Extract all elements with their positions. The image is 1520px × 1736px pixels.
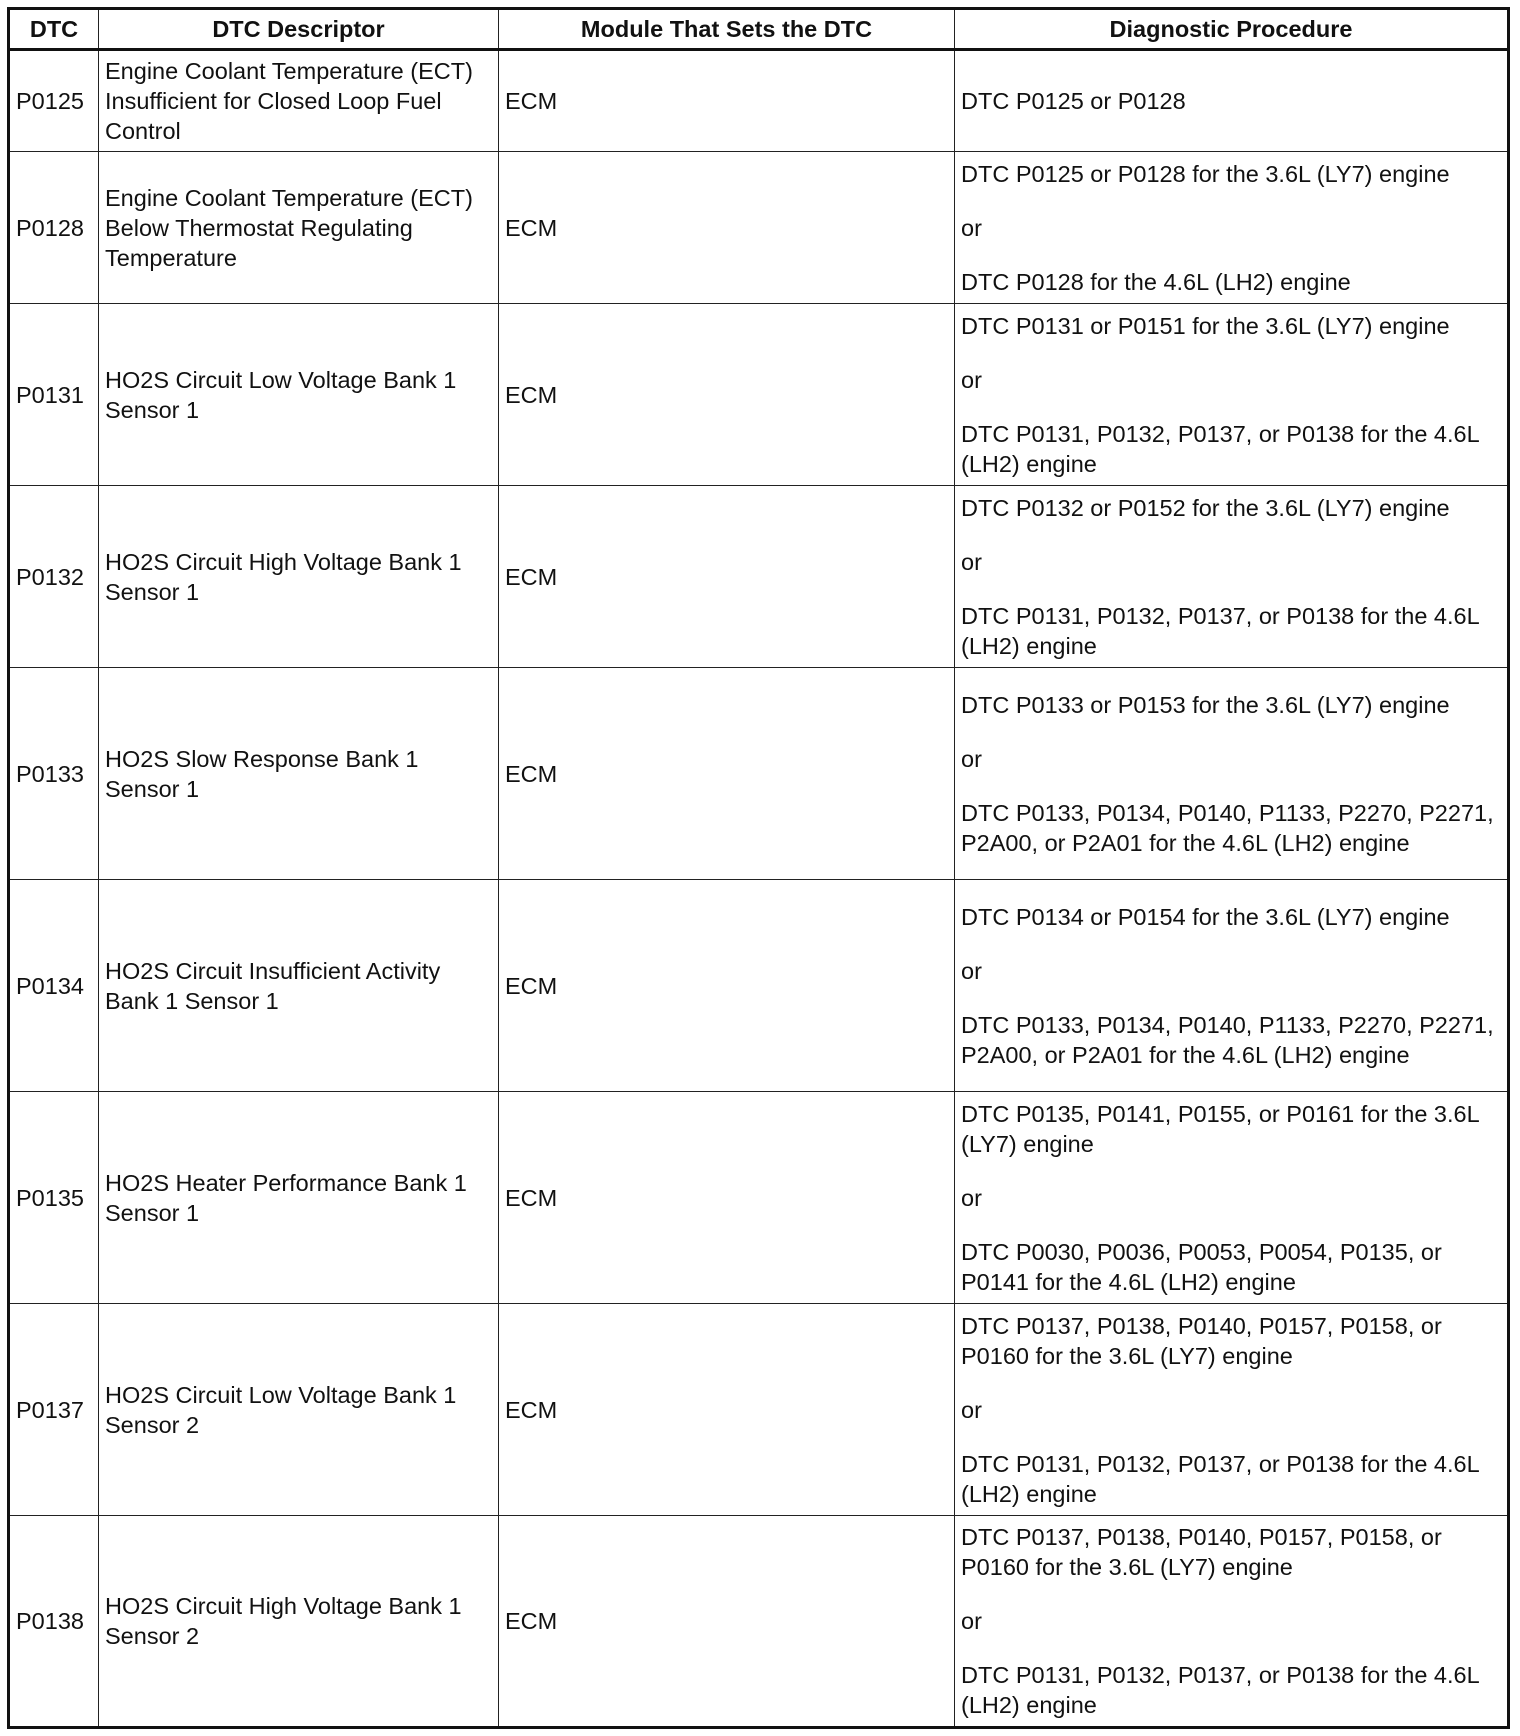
table-row <box>9 668 1509 880</box>
module-name: ECM <box>499 50 955 152</box>
procedure-or: or <box>961 548 982 575</box>
header-procedure: Diagnostic Procedure <box>955 9 1509 50</box>
procedure-link[interactable]: DTC P0133, P0134, P0140, P1133, P2270, P2271, P2A00, or P2A01 for the 4.6L (LH2) engine <box>961 1011 1494 1068</box>
header-descriptor: DTC Descriptor <box>99 9 499 50</box>
module-name: ECM <box>499 880 955 1092</box>
dtc-code: P0135 <box>9 1092 99 1304</box>
table-row <box>9 1092 1509 1304</box>
module-name: ECM <box>499 1516 955 1728</box>
procedure-or: or <box>961 957 982 984</box>
procedure-link[interactable]: DTC P0132 or P0152 for the 3.6L (LY7) engine <box>961 494 1450 521</box>
procedure-link[interactable]: DTC P0131, P0132, P0137, or P0138 for the 4.6L (LH2) engine <box>961 1662 1479 1718</box>
procedure-or: or <box>961 1396 982 1423</box>
header-module: Module That Sets the DTC <box>499 9 955 50</box>
procedure-link[interactable]: DTC P0131, P0132, P0137, or P0138 for the 4.6L (LH2) engine <box>961 1450 1479 1507</box>
diagnostic-procedure <box>955 486 1509 668</box>
table-row <box>9 152 1509 304</box>
module-name: ECM <box>499 1304 955 1516</box>
table-row <box>9 880 1509 1092</box>
procedure-link[interactable]: DTC P0133, P0134, P0140, P1133, P2270, P2271, P2A00, or P2A01 for the 4.6L (LH2) engine <box>961 799 1494 856</box>
dtc-code: P0134 <box>9 880 99 1092</box>
header-dtc: DTC <box>9 9 99 50</box>
procedure-link[interactable]: DTC P0131 or P0151 for the 3.6L (LY7) engine <box>961 312 1450 339</box>
procedure-or: or <box>961 1608 982 1634</box>
procedure-link[interactable]: DTC P0135, P0141, P0155, or P0161 for the 3.6L (LY7) engine <box>961 1100 1479 1157</box>
module-name: ECM <box>499 304 955 486</box>
table-body <box>9 50 1509 1728</box>
dtc-code: P0128 <box>9 152 99 304</box>
module-name: ECM <box>499 152 955 304</box>
table-row <box>9 486 1509 668</box>
dtc-descriptor: HO2S Circuit High Voltage Bank 1 Sensor 2 <box>99 1516 499 1728</box>
table-row <box>9 304 1509 486</box>
module-name: ECM <box>499 1092 955 1304</box>
dtc-code: P0132 <box>9 486 99 668</box>
diagnostic-procedure <box>955 152 1509 304</box>
diagnostic-procedure <box>955 50 1509 152</box>
procedure-or: or <box>961 1184 982 1211</box>
procedure-link[interactable]: DTC P0133 or P0153 for the 3.6L (LY7) engine <box>961 691 1450 718</box>
procedure-link[interactable]: DTC P0125 or P0128 <box>961 88 1186 114</box>
dtc-code: P0137 <box>9 1304 99 1516</box>
procedure-or: or <box>961 214 982 241</box>
procedure-link[interactable]: DTC P0134 or P0154 for the 3.6L (LY7) engine <box>961 903 1450 930</box>
module-name: ECM <box>499 668 955 880</box>
procedure-link[interactable]: DTC P0030, P0036, P0053, P0054, P0135, or P0141 for the 4.6L (LH2) engine <box>961 1238 1442 1295</box>
dtc-code: P0131 <box>9 304 99 486</box>
diagnostic-procedure <box>955 1516 1509 1728</box>
diagnostic-procedure <box>955 668 1509 880</box>
dtc-descriptor: HO2S Heater Performance Bank 1 Sensor 1 <box>99 1092 499 1304</box>
dtc-descriptor: HO2S Circuit Insufficient Activity Bank 1 Sensor 1 <box>99 880 499 1092</box>
dtc-code: P0125 <box>9 50 99 152</box>
dtc-descriptor: HO2S Circuit Low Voltage Bank 1 Sensor 1 <box>99 304 499 486</box>
table-row <box>9 1516 1509 1728</box>
dtc-table <box>7 7 1510 1729</box>
module-name: ECM <box>499 486 955 668</box>
procedure-link[interactable]: DTC P0125 or P0128 for the 3.6L (LY7) engine <box>961 160 1450 187</box>
diagnostic-procedure <box>955 1304 1509 1516</box>
procedure-or: or <box>961 745 982 772</box>
diagnostic-procedure <box>955 880 1509 1092</box>
dtc-descriptor: Engine Coolant Temperature (ECT) Below Thermostat Regulating Temperature <box>99 152 499 304</box>
dtc-code: P0138 <box>9 1516 99 1728</box>
procedure-link[interactable]: DTC P0128 for the 4.6L (LH2) engine <box>961 268 1351 295</box>
table-row <box>9 1304 1509 1516</box>
procedure-link[interactable]: DTC P0137, P0138, P0140, P0157, P0158, or P0160 for the 3.6L (LY7) engine <box>961 1312 1442 1369</box>
procedure-link[interactable]: DTC P0131, P0132, P0137, or P0138 for the 4.6L (LH2) engine <box>961 420 1479 477</box>
dtc-descriptor: Engine Coolant Temperature (ECT) Insufficient for Closed Loop Fuel Control <box>99 50 499 152</box>
dtc-descriptor: HO2S Circuit Low Voltage Bank 1 Sensor 2 <box>99 1304 499 1516</box>
dtc-code: P0133 <box>9 668 99 880</box>
procedure-link[interactable]: DTC P0137, P0138, P0140, P0157, P0158, or P0160 for the 3.6L (LY7) engine <box>961 1524 1442 1580</box>
dtc-descriptor: HO2S Circuit High Voltage Bank 1 Sensor 1 <box>99 486 499 668</box>
table-row <box>9 50 1509 152</box>
header-row <box>9 9 1509 50</box>
diagnostic-procedure <box>955 1092 1509 1304</box>
diagnostic-procedure <box>955 304 1509 486</box>
dtc-descriptor: HO2S Slow Response Bank 1 Sensor 1 <box>99 668 499 880</box>
table-header <box>9 9 1509 50</box>
procedure-or: or <box>961 366 982 393</box>
procedure-link[interactable]: DTC P0131, P0132, P0137, or P0138 for the 4.6L (LH2) engine <box>961 602 1479 659</box>
